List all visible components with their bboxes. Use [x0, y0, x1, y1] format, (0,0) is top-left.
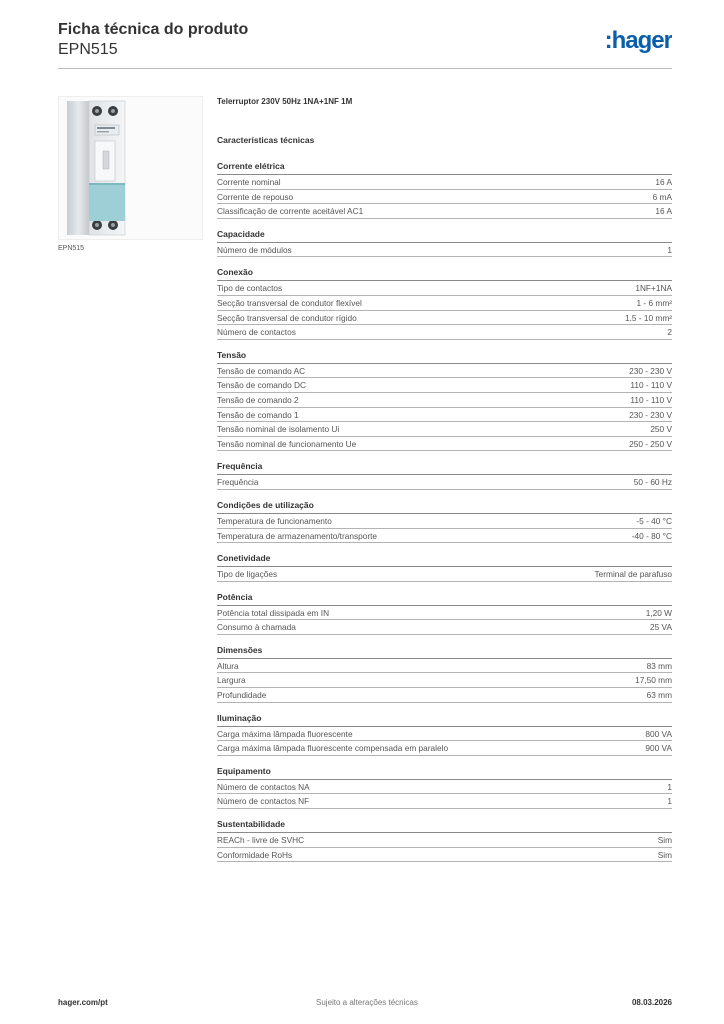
spec-label: Altura: [217, 660, 239, 671]
footer-date: 08.03.2026: [631, 998, 672, 1007]
hager-logo: [572, 26, 672, 56]
spec-label: Número de contactos: [217, 327, 296, 338]
spec-row: [217, 659, 672, 674]
spec-label: Número de contactos NA: [217, 781, 310, 792]
spec-row: [217, 281, 672, 296]
spec-label: Temperatura de armazenamento/transporte: [217, 530, 378, 541]
spec-row: [217, 422, 672, 437]
spec-row: [217, 378, 672, 393]
spec-label: Potência total dissipada em IN: [217, 607, 330, 618]
product-image: [58, 96, 203, 240]
footer-website[interactable]: hager.com/pt: [58, 998, 108, 1007]
spec-value: 1: [667, 244, 672, 255]
section-title: Potência: [217, 592, 672, 606]
spec-label: Tensão nominal de funcionamento Ue: [217, 438, 357, 449]
spec-row: [217, 190, 672, 205]
spec-label: Tensão nominal de isolamento Ui: [217, 424, 340, 435]
section-title: Sustentabilidade: [217, 819, 672, 833]
spec-row: [217, 175, 672, 190]
spec-label: Número de módulos: [217, 244, 292, 255]
spec-row: [217, 741, 672, 756]
section-title: Corrente elétrica: [217, 161, 672, 175]
spec-label: Carga máxima lâmpada fluorescente compensada em paralelo: [217, 743, 449, 754]
footer-notice: Sujeito a alterações técnicas: [316, 998, 418, 1007]
spec-sections: [217, 161, 672, 862]
spec-label: Tensão de comando AC: [217, 365, 306, 376]
header-divider: [58, 68, 672, 69]
spec-row: [217, 296, 672, 311]
spec-value: 17,50 mm: [635, 675, 672, 686]
spec-section: [217, 645, 672, 703]
spec-label: Tensão de comando 2: [217, 394, 299, 405]
tech-characteristics-title: Características técnicas: [217, 135, 315, 145]
spec-row: [217, 204, 672, 219]
section-title: Capacidade: [217, 229, 672, 243]
spec-section: [217, 161, 672, 219]
section-title: Iluminação: [217, 713, 672, 727]
spec-label: Tensão de comando 1: [217, 409, 299, 420]
spec-row: [217, 529, 672, 544]
spec-value: 63 mm: [646, 690, 672, 701]
spec-row: [217, 673, 672, 688]
section-title: Dimensões: [217, 645, 672, 659]
spec-label: Classificação de corrente aceitável AC1: [217, 206, 364, 217]
spec-value: 1,20 W: [645, 607, 672, 618]
spec-row: [217, 848, 672, 863]
spec-section: [217, 461, 672, 490]
product-image-caption: EPN515: [58, 245, 85, 252]
spec-row: [217, 833, 672, 848]
spec-section: [217, 500, 672, 543]
spec-value: Sim: [657, 849, 672, 860]
spec-label: Tensão de comando DC: [217, 380, 307, 391]
spec-section: [217, 267, 672, 339]
spec-label: Carga máxima lâmpada fluorescente: [217, 728, 353, 739]
spec-label: Profundidade: [217, 690, 267, 701]
spec-section: [217, 350, 672, 452]
spec-label: Temperatura de funcionamento: [217, 515, 332, 526]
spec-label: Consumo à chamada: [217, 622, 296, 633]
product-name: Telerruptor 230V 50Hz 1NA+1NF 1M: [217, 97, 353, 106]
spec-value: 250 - 250 V: [629, 438, 672, 449]
spec-value: 230 - 230 V: [629, 409, 672, 420]
spec-row: [217, 688, 672, 703]
spec-value: 250 V: [650, 424, 672, 435]
spec-row: [217, 364, 672, 379]
spec-row: [217, 794, 672, 809]
spec-value: 900 VA: [645, 743, 672, 754]
page-header: [58, 20, 672, 68]
section-title: Conexão: [217, 267, 672, 281]
spec-value: 230 - 230 V: [629, 365, 672, 376]
spec-label: Largura: [217, 675, 246, 686]
spec-row: [217, 620, 672, 635]
spec-label: Secção transversal de condutor flexível: [217, 297, 362, 308]
spec-value: 83 mm: [646, 660, 672, 671]
spec-value: 1 - 6 mm²: [636, 297, 672, 308]
spec-row: [217, 393, 672, 408]
spec-value: 50 - 60 Hz: [633, 477, 672, 488]
section-title: Conetividade: [217, 553, 672, 567]
svg-text::hager: :hager: [604, 27, 672, 54]
spec-value: 25 VA: [650, 622, 672, 633]
spec-label: Corrente de repouso: [217, 191, 294, 202]
spec-value: 1.5 - 10 mm²: [624, 312, 672, 323]
spec-section: [217, 592, 672, 635]
section-title: Tensão: [217, 350, 672, 364]
spec-section: [217, 713, 672, 756]
spec-value: -40 - 80 °C: [631, 530, 672, 541]
spec-row: [217, 727, 672, 742]
spec-row: [217, 475, 672, 490]
spec-label: Corrente nominal: [217, 177, 281, 187]
spec-row: [217, 243, 672, 258]
spec-value: Terminal de parafuso: [594, 569, 672, 580]
spec-value: -5 - 40 °C: [636, 515, 672, 526]
spec-label: Frequência: [217, 477, 259, 488]
spec-section: [217, 819, 672, 862]
spec-value: 1: [667, 796, 672, 807]
spec-section: [217, 229, 672, 258]
spec-section: [217, 766, 672, 809]
spec-value: 1: [667, 781, 672, 792]
spec-value: 110 - 110 V: [630, 394, 672, 405]
spec-row: [217, 325, 672, 340]
spec-section: [217, 553, 672, 582]
spec-row: [217, 780, 672, 795]
spec-row: [217, 567, 672, 582]
spec-value: 6 mA: [652, 191, 672, 202]
section-title: Frequência: [217, 461, 672, 475]
spec-label: Conformidade RoHs: [217, 849, 293, 860]
section-title: Equipamento: [217, 766, 672, 780]
spec-row: [217, 437, 672, 452]
section-title: Condições de utilização: [217, 500, 672, 514]
spec-row: [217, 514, 672, 529]
spec-label: Número de contactos NF: [217, 796, 310, 807]
spec-value: 800 VA: [645, 728, 672, 739]
spec-value: 16 A: [655, 206, 672, 217]
spec-value: 1NF+1NA: [635, 283, 672, 294]
spec-row: [217, 408, 672, 423]
product-reference: EPN515: [58, 41, 118, 58]
spec-content: [217, 97, 672, 872]
spec-value: Sim: [657, 835, 672, 846]
spec-label: Tipo de ligações: [217, 569, 278, 580]
spec-label: REACh - livre de SVHC: [217, 835, 305, 846]
spec-row: [217, 606, 672, 621]
spec-label: Tipo de contactos: [217, 283, 283, 294]
spec-label: Secção transversal de condutor rígido: [217, 312, 357, 323]
spec-row: [217, 311, 672, 326]
spec-value: 2: [667, 327, 672, 338]
contactor-illustration: [59, 97, 202, 239]
document-title: Ficha técnica do produto: [58, 21, 249, 38]
spec-value: 16 A: [655, 177, 672, 187]
spec-value: 110 - 110 V: [630, 380, 672, 391]
